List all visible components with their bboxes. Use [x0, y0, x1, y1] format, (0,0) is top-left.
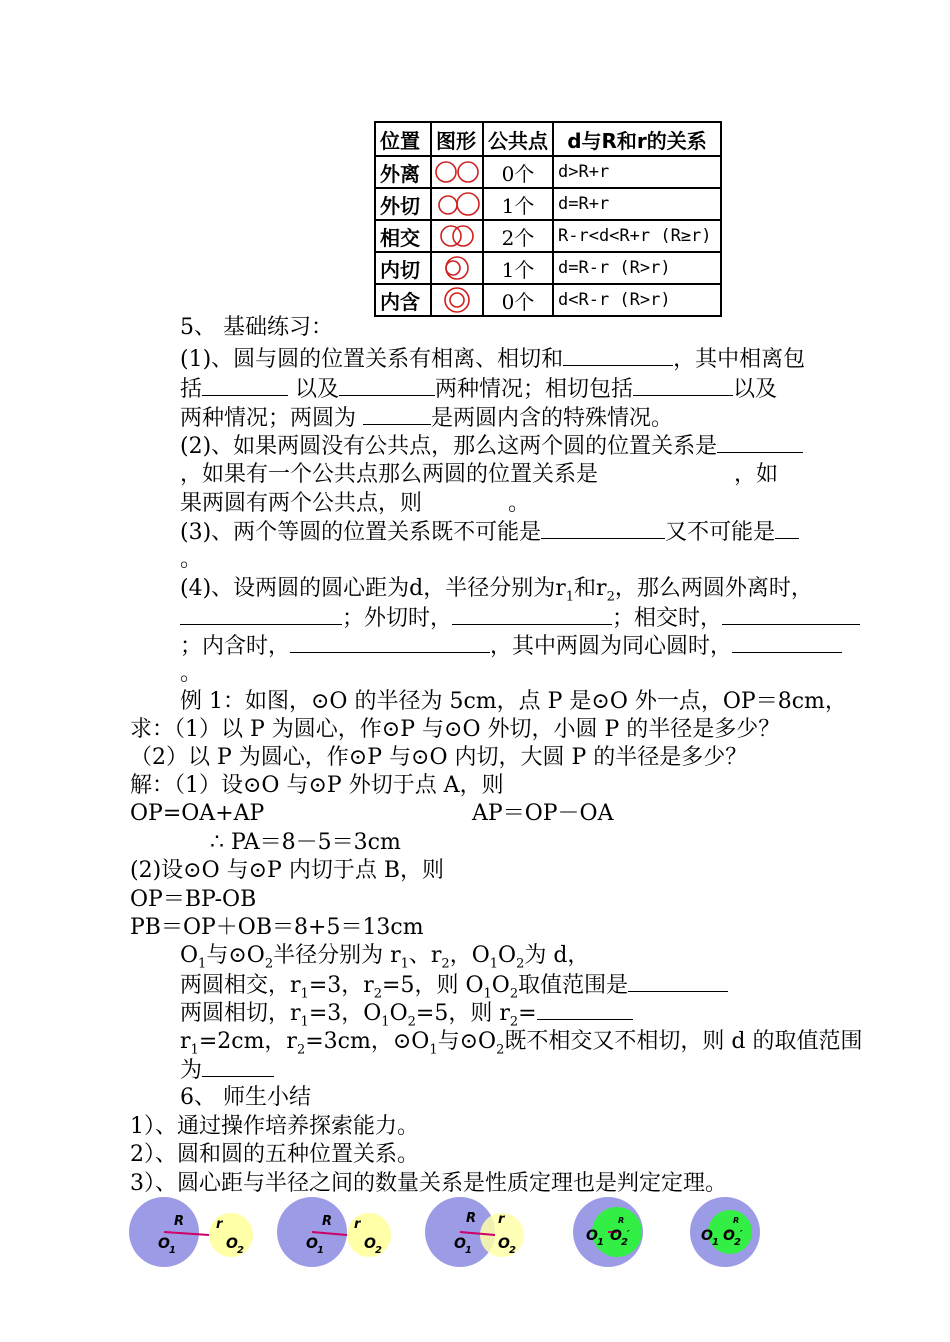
practice-text: =5，则 O [382, 973, 484, 998]
center-o1-label: O [158, 1236, 170, 1252]
example-line: 例 1：如图，⊙O 的半径为 5cm，点 P 是⊙O 外一点，OP＝8cm， [180, 689, 847, 714]
practice-text: 与⊙O [206, 943, 265, 968]
header-points: 公共点 [483, 122, 553, 156]
q4-text: ；相交时， [612, 606, 723, 631]
subscript: 2 [373, 986, 383, 1002]
q4-text: ；外切时， [342, 606, 453, 631]
practice-text: 为 d， [524, 943, 590, 968]
q4-text: 和r [574, 576, 607, 601]
practice-text: ，O [449, 943, 490, 968]
answer-blank[interactable] [541, 518, 665, 539]
subscript: 1 [317, 1245, 324, 1256]
subscript: 2 [407, 1014, 416, 1030]
example-line: OP=OA+AP [130, 801, 265, 826]
question-3-end: 。 [180, 547, 203, 572]
answer-blank[interactable] [563, 345, 673, 366]
question-2-line1 [180, 432, 803, 461]
q1-text: 以及 [733, 377, 778, 402]
position-relationship-table [374, 121, 722, 317]
question-1-line2 [180, 375, 777, 404]
row-relation: d=R+r [553, 188, 721, 220]
contained-circles-figure [431, 284, 483, 316]
prime-mark: ′ [627, 1229, 630, 1240]
row-points: 0个 [483, 156, 553, 188]
practice-text: r [180, 1029, 191, 1054]
table-row [375, 220, 721, 252]
row-points: 0个 [483, 284, 553, 316]
answer-blank[interactable] [202, 375, 288, 396]
big-radius-label: R [174, 1214, 185, 1229]
practice-text: =3cm，⊙O [305, 1029, 430, 1054]
answer-blank[interactable] [363, 404, 431, 425]
practice-text: = [518, 1001, 537, 1026]
q2-text: ，如果有一个公共点那么两圆的位置关系是 [180, 462, 599, 487]
q1-text: 括 [180, 377, 203, 402]
header-relation: d与R和r的关系 [553, 122, 721, 156]
subscript: 1 [300, 986, 309, 1002]
practice-text: =3，O [308, 1001, 382, 1026]
q3-text: (3)、两个等圆的位置关系既不可能是 [180, 520, 542, 545]
practice-text: O [491, 973, 510, 998]
separate-circles-diagram [128, 1195, 256, 1269]
subscript: 2 [375, 1245, 382, 1256]
row-position: 内切 [375, 252, 431, 284]
small-radius-label: r [216, 1217, 223, 1232]
example-line: ∴ PA＝8－5＝3cm [210, 830, 401, 855]
practice-text: O [180, 943, 199, 968]
question-4-line3 [180, 632, 842, 661]
answer-blank[interactable] [452, 604, 612, 625]
q1-text: ，其中相离包 [673, 347, 806, 372]
table-row [375, 156, 721, 188]
practice-text: 既不相交又不相切，则 d 的取值范围 [504, 1029, 863, 1054]
center-o2-label: O [610, 1228, 622, 1244]
big-radius-label: R [322, 1214, 333, 1229]
big-radius-label: R [618, 1216, 625, 1225]
subscript: 2 [509, 986, 519, 1002]
answer-blank[interactable] [537, 999, 633, 1020]
q1-text: 以及 [295, 377, 340, 402]
q1-text: 两种情况；相切包括 [435, 377, 634, 402]
row-relation: R-r<d<R+r (R≥r) [553, 220, 721, 252]
center-o2-label: O [226, 1236, 238, 1252]
subscript: 2 [734, 1237, 741, 1248]
question-2-line2 [180, 461, 778, 489]
example-line: OP＝BP-OB [130, 887, 257, 912]
answer-blank[interactable] [202, 1056, 274, 1077]
section5-title: 5、 基础练习： [180, 315, 333, 340]
subscript: 1 [190, 1042, 199, 1058]
header-position: 位置 [375, 122, 431, 156]
practice-text: O [389, 1001, 408, 1026]
header-figure: 图形 [431, 122, 483, 156]
subscript: 1 [198, 956, 207, 972]
subscript: 1 [429, 1042, 438, 1058]
row-position: 外离 [375, 156, 431, 188]
practice-line [180, 1028, 862, 1064]
example-line: PB＝OP＋OB＝8+5＝13cm [130, 915, 424, 940]
prime-mark: ′ [740, 1229, 743, 1240]
question-4-end: 。 [180, 661, 203, 686]
row-relation: d<R-r (R>r) [553, 284, 721, 316]
subscript: 1 [597, 1237, 604, 1248]
answer-blank[interactable] [628, 971, 728, 992]
row-position: 相交 [375, 220, 431, 252]
subscript: 2 [509, 1245, 516, 1256]
q3-text: 又不可能是 [665, 520, 776, 545]
subscript: 2 [496, 1042, 505, 1058]
center-o2-label: O [723, 1228, 735, 1244]
example-line: 解：（1）设⊙O 与⊙P 外切于点 A，则 [130, 773, 504, 798]
question-4-line2 [180, 604, 860, 633]
row-relation: d=R-r (R>r) [553, 252, 721, 284]
contained-circles-diagram [689, 1195, 769, 1269]
externally-tangent-diagram [276, 1195, 404, 1269]
practice-text: 为 [180, 1058, 203, 1083]
q2-text: (2)、如果两圆没有公共点，那么这两个圆的位置关系是 [180, 434, 718, 459]
answer-blank[interactable] [722, 604, 860, 625]
subscript: 2 [264, 956, 274, 972]
table-row [375, 188, 721, 220]
internally-tangent-diagram [572, 1195, 652, 1269]
practice-text: 两圆相切，r [180, 1001, 301, 1026]
section6-title: 6、 师生小结 [180, 1085, 311, 1110]
subscript: 1 [300, 1014, 309, 1030]
row-position: 外切 [375, 188, 431, 220]
row-relation: d>R+r [553, 156, 721, 188]
practice-text: =3，r [308, 973, 374, 998]
table-row [375, 252, 721, 284]
practice-text: O [498, 943, 517, 968]
center-o1-label: O [701, 1228, 713, 1244]
question-1-line3 [180, 404, 673, 433]
subscript: 2 [296, 1042, 306, 1058]
q4-text: ，其中两圆为同心圆时， [490, 634, 733, 659]
subscript: 1 [489, 956, 499, 972]
answer-blank[interactable] [633, 375, 733, 396]
center-o1-label: O [586, 1228, 598, 1244]
example-line: (2)设⊙O 与⊙P 内切于点 B，则 [130, 858, 445, 883]
subscript: 2 [441, 956, 450, 972]
subscript: 2 [516, 956, 525, 972]
practice-text: =5，则 r [415, 1001, 510, 1026]
subscript: 1 [565, 589, 575, 605]
practice-line [180, 1056, 274, 1085]
answer-blank[interactable] [339, 375, 435, 396]
subscript: 1 [169, 1245, 176, 1256]
q1-text: 是两圆内含的特殊情况。 [431, 406, 674, 431]
summary-item: 2）、圆和圆的五种位置关系。 [130, 1142, 419, 1167]
summary-item: 3）、圆心距与半径之间的数量关系是性质定理也是判定定理。 [130, 1171, 727, 1196]
q4-text: (4)、设两圆的圆心距为d，半径分别为r [180, 576, 566, 601]
answer-blank[interactable] [290, 632, 490, 653]
row-position: 内含 [375, 284, 431, 316]
separate-circles-figure [431, 156, 483, 188]
question-1-line1 [180, 345, 805, 374]
practice-text: 两圆相交，r [180, 973, 301, 998]
practice-text: 、r [408, 943, 442, 968]
answer-blank[interactable] [180, 604, 342, 625]
summary-item: 1）、通过操作培养探索能力。 [130, 1114, 419, 1139]
q2-text: 。 [508, 491, 531, 516]
answer-blank[interactable] [717, 432, 803, 453]
row-points: 1个 [483, 188, 553, 220]
intersecting-circles-diagram [424, 1195, 552, 1269]
table-header-row [375, 122, 721, 156]
subscript: 1 [381, 1014, 390, 1030]
row-points: 1个 [483, 252, 553, 284]
externally-tangent-figure [431, 188, 483, 220]
subscript: 2 [621, 1237, 628, 1248]
small-radius-label: r [498, 1212, 505, 1227]
intersecting-figure [431, 220, 483, 252]
example-line: AP＝OP－OA [472, 801, 614, 826]
question-2-line3 [180, 490, 530, 518]
subscript: 2 [509, 1014, 519, 1030]
answer-blank[interactable] [775, 518, 799, 539]
subscript: 1 [483, 986, 492, 1002]
table-row [375, 284, 721, 316]
small-radius-label: r [354, 1217, 361, 1232]
subscript: 1 [712, 1237, 719, 1248]
big-radius-label: R [733, 1216, 740, 1225]
answer-blank[interactable] [732, 632, 842, 653]
practice-text: 与⊙O [437, 1029, 497, 1054]
center-o1-label: O [306, 1236, 318, 1252]
practice-text: 取值范围是 [518, 973, 629, 998]
q1-text: (1)、圆与圆的位置关系有相离、相切和 [180, 347, 564, 372]
subscript: 2 [237, 1245, 244, 1256]
question-3-line1 [180, 518, 799, 547]
center-o2-label: O [498, 1236, 510, 1252]
subscript: 2 [606, 589, 615, 605]
example-line: （2）以 P 为圆心，作⊙P 与⊙O 内切，大圆 P 的半径是多少？ [130, 745, 748, 770]
practice-text: =2cm，r [198, 1029, 297, 1054]
subscript: 1 [465, 1245, 472, 1256]
internally-tangent-figure [431, 252, 483, 284]
big-radius-label: R [466, 1211, 477, 1226]
q4-text: ；内含时， [180, 634, 291, 659]
row-points: 2个 [483, 220, 553, 252]
example-line: 求：（1）以 P 为圆心，作⊙P 与⊙O 外切，小圆 P 的半径是多少？ [130, 717, 781, 742]
q2-text: 果两圆有两个公共点，则 [180, 491, 423, 516]
practice-text: 半径分别为 r [273, 943, 401, 968]
center-o1-label: O [454, 1236, 466, 1252]
q2-text: ，如 [734, 462, 779, 487]
q1-text: 两种情况；两圆为 [180, 406, 357, 431]
subscript: 1 [400, 956, 409, 972]
center-o2-label: O [364, 1236, 376, 1252]
q4-text: ，那么两圆外离时， [614, 576, 813, 601]
